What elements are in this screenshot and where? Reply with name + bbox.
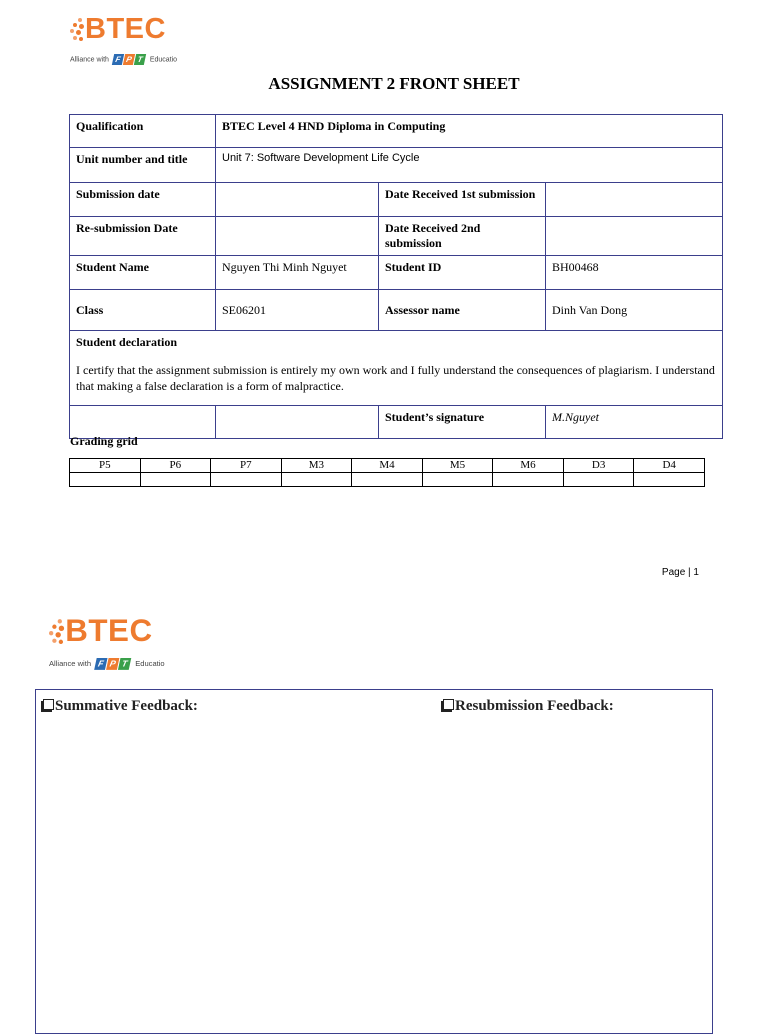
fpt-logo: F P T [95,658,131,670]
grade-header: M5 [422,459,493,473]
btec-logo [70,13,180,66]
signature-value: M.Nguyet [546,406,723,439]
feedback-box [35,689,713,1034]
grade-cell [140,473,211,487]
grade-cell [281,473,352,487]
student-name-value: Nguyen Thi Minh Nguyet [216,256,379,290]
submission-date-label: Submission date [70,183,216,217]
date-received-1-label: Date Received 1st submission [379,183,546,217]
grade-cell [493,473,564,487]
student-id-value: BH00468 [546,256,723,290]
checkbox-icon [443,699,454,710]
btec-wordmark: BTEC [85,13,166,45]
grade-header: P5 [70,459,141,473]
student-declaration [70,331,723,406]
resubmission-date-value [216,217,379,256]
date-received-2-value [546,217,723,256]
qualification-value: BTEC Level 4 HND Diploma in Computing [216,115,723,148]
date-received-2-label: Date Received 2nd submission [379,217,546,256]
checkbox-icon [43,699,54,710]
grade-header: M3 [281,459,352,473]
unit-label: Unit number and title [70,148,216,183]
alliance-line: Alliance with F P T Educatio [70,55,178,64]
class-value: SE06201 [216,290,379,331]
signature-row-empty-2 [216,406,379,439]
grade-header: M4 [352,459,423,473]
date-received-1-value [546,183,723,217]
student-name-label: Student Name [70,256,216,290]
btec-dots-icon [49,619,66,647]
grading-grid-label: Grading grid [70,434,138,448]
front-sheet-table [69,114,723,439]
grade-cell [211,473,282,487]
grade-cell [70,473,141,487]
grade-cell [422,473,493,487]
grade-cell [634,473,705,487]
submission-date-value [216,183,379,217]
page-number: Page | 1 [661,567,699,578]
declaration-title: Student declaration [76,335,178,349]
qualification-label: Qualification [70,115,216,148]
grade-header: D4 [634,459,705,473]
unit-value: Unit 7: Software Development Life Cycle [216,148,723,183]
grade-header: D3 [563,459,634,473]
declaration-text: I certify that the assignment submission is entirely my own work and I fully understand the consequences of plagiarism. I understand that making a false declaration is a form of malpractice. [76,363,715,393]
grading-header-row [70,459,705,473]
class-label: Class [70,290,216,331]
grading-value-row [70,473,705,487]
resubmission-feedback-heading: Resubmission Feedback: [443,698,614,715]
grade-cell [352,473,423,487]
alliance-line: Alliance with F P T Educatio [49,659,165,669]
grade-header: P6 [140,459,211,473]
assessor-value: Dinh Van Dong [546,290,723,331]
page-title: ASSIGNMENT 2 FRONT SHEET [268,74,520,93]
summative-feedback-heading: Summative Feedback: [43,698,198,715]
btec-logo [49,613,168,671]
btec-dots-icon [70,18,86,44]
student-id-label: Student ID [379,256,546,290]
grading-grid [69,458,705,487]
fpt-logo: F P T [113,54,146,65]
grade-header: P7 [211,459,282,473]
resubmission-date-label: Re-submission Date [70,217,216,256]
grade-cell [563,473,634,487]
btec-wordmark: BTEC [65,613,153,649]
assessor-label: Assessor name [379,290,546,331]
grade-header: M6 [493,459,564,473]
signature-label: Student’s signature [379,406,546,439]
